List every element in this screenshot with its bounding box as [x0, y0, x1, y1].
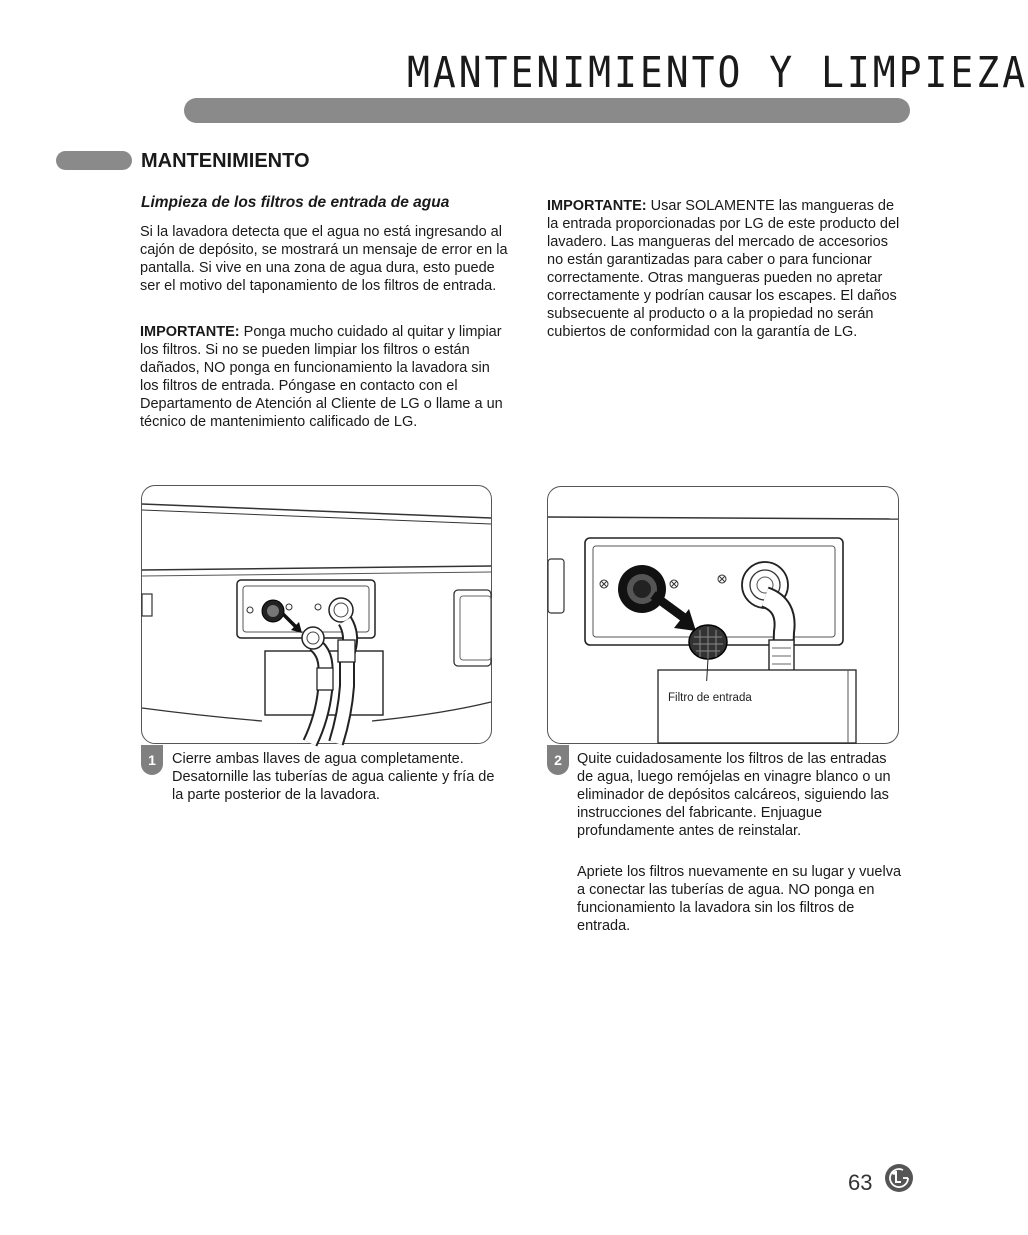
filter-label: Filtro de entrada	[668, 692, 752, 704]
important-label: IMPORTANTE:	[547, 198, 647, 214]
figure-step-2	[547, 486, 899, 744]
intro-paragraph: Si la lavadora detecta que el agua no está ingresando al cajón de depósito, se mostrará un mensaje de error en la pantalla. Si vive en una zona de agua dura, esto puede ser el motivo del taponamiento de los filtros de entrada.	[140, 224, 508, 294]
important-note-left	[140, 323, 510, 431]
inlet-filter-illustration	[548, 487, 898, 743]
sub-heading: Limpieza de los filtros de entrada de agua	[141, 194, 450, 211]
step-2-text: Quite cuidadosamente los filtros de las entradas de agua, luego remójelas en vinagre blanco o un eliminador de depósitos calcáreos, siguiendo las instrucciones del fabricante. Enjuague profundamente antes de reinstalar.	[577, 751, 891, 839]
section-pill	[56, 151, 132, 170]
lg-logo-icon	[884, 1163, 914, 1193]
page-title: MANTENIMIENTO Y LIMPIEZA	[407, 48, 1028, 98]
section-title: MANTENIMIENTO	[141, 150, 310, 172]
important-label: IMPORTANTE:	[140, 324, 240, 340]
step-2-badge: 2	[547, 745, 569, 775]
step-1-text: Cierre ambas llaves de agua completamente. Desatornille las tuberías de agua caliente y fría de la parte posterior de la lavadora.	[172, 751, 495, 803]
figure-step-1	[141, 485, 492, 744]
page-number: 63	[848, 1170, 873, 1195]
important-note-right	[547, 197, 907, 341]
title-bar	[184, 98, 910, 123]
important-text: Usar SOLAMENTE las mangueras de la entrada proporcionadas por LG de este producto del lavadero. Las mangueras del mercado de accesorios no están garantizadas para caber o para funcionar correctamente. Otras mangueras pueden no apretar correctamente y podrían causar los escapes. El daños subsecuente al producto o a la propiedad no serán cubiertos de conformidad con la garantía de LG.	[547, 198, 900, 340]
step-2-text-2: Apriete los filtros nuevamente en su lugar y vuelva a conectar las tuberías de agua. NO ponga en funcionamiento la lavadora sin los filtros de entrada.	[577, 864, 902, 934]
important-text: Ponga mucho cuidado al quitar y limpiar los filtros. Si no se pueden limpiar los filtros o están dañados, NO ponga en funcionamiento la lavadora sin los filtros de entrada. Póngase en contacto con el Departamento de Atención al Cliente de LG o llame a un técnico de mantenimiento calificado de LG.	[140, 324, 503, 430]
step-1-badge: 1	[141, 745, 163, 775]
washer-back-illustration	[142, 486, 491, 743]
